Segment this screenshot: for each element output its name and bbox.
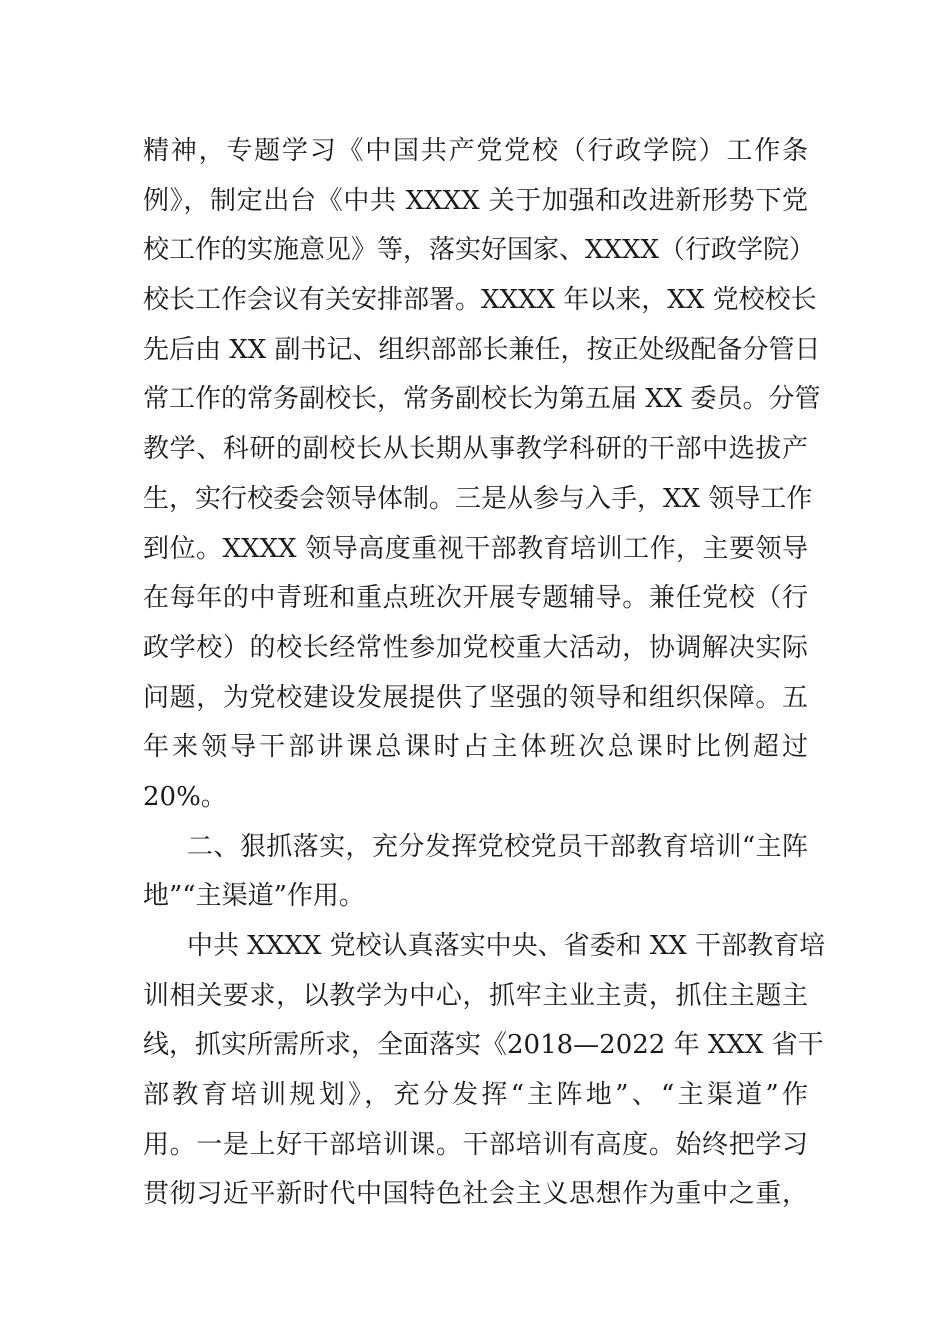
text-line: 线，抓实所需所求，全面落实《2018—2022 年 XXX 省干 (143, 1030, 824, 1061)
text-line: 年来领导干部讲课总课时占主体班次总课时比例超过 (143, 732, 808, 763)
text-line: 教学、科研的副校长从长期从事教学科研的干部中选拔产 (143, 434, 808, 465)
text-line: 精神，专题学习《中国共产党党校（行政学院）工作条 (143, 136, 808, 166)
paragraph-3 (143, 922, 826, 1220)
text-line: 用。一是上好干部培训课。干部培训有高度。始终把学习 (143, 1129, 808, 1160)
text-line: 训相关要求，以教学为中心，抓牢主业主责，抓住主题主 (143, 980, 808, 1011)
text-line: 到位。XXXX 领导高度重视干部教育培训工作，主要领导 (143, 533, 808, 564)
text-line: 部教育培训规划》，充分发挥“主阵地”、“主渠道”作 (143, 1080, 808, 1111)
text-line: 例》，制定出台《中共 XXXX 关于加强和改进新形势下党 (143, 185, 808, 216)
text-line: 先后由 XX 副书记、组织部部长兼任，按正处级配备分管日 (143, 334, 821, 365)
paragraph-1 (143, 127, 821, 823)
document-body (143, 127, 826, 1220)
text-line: 生，实行校委会领导体制。三是从参与入手，XX 领导工作 (143, 483, 813, 514)
text-line: 问题，为党校建设发展提供了坚强的领导和组织保障。五 (143, 682, 808, 713)
text-line: 校工作的实施意见》等，落实好国家、XXXX（行政学院） (143, 235, 816, 266)
text-line: 在每年的中青班和重点班次开展专题辅导。兼任党校（行 (143, 583, 808, 614)
text-line: 20%。 (143, 781, 227, 812)
text-line: 常工作的常务副校长，常务副校长为第五届 XX 委员。分管 (143, 384, 821, 415)
text-line: 中共 XXXX 党校认真落实中央、省委和 XX 干部教育培 (187, 931, 826, 961)
paragraph-2-heading (143, 823, 808, 922)
text-line: 政学校）的校长经常性参加党校重大活动，协调解决实际 (143, 632, 808, 663)
text-line: 贯彻习近平新时代中国特色社会主义思想作为重中之重， (143, 1179, 808, 1210)
text-line: 校长工作会议有关安排部署。XXXX 年以来，XX 党校校长 (143, 285, 817, 316)
section-heading-line: 二、狠抓落实，充分发挥党校党员干部教育培训“主阵 (187, 831, 808, 862)
section-heading-line: 地”“主渠道”作用。 (143, 881, 365, 912)
